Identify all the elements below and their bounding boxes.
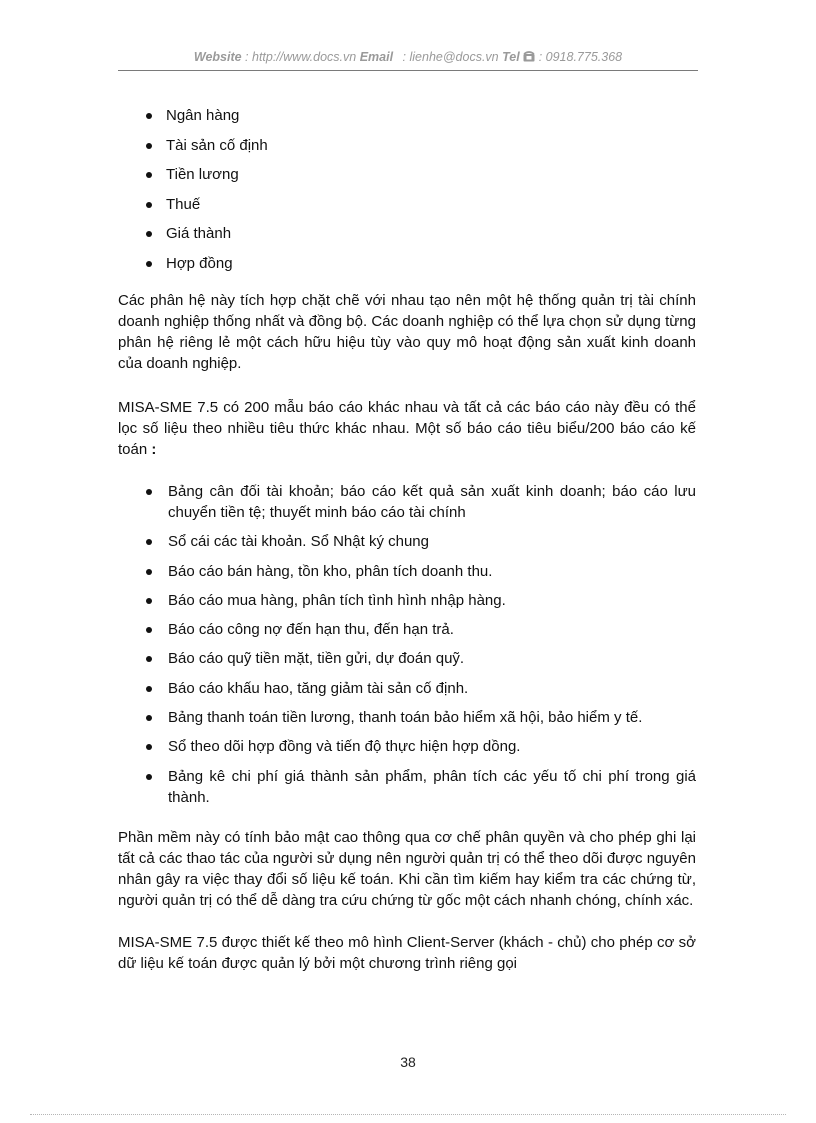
list-item: Báo cáo khấu hao, tăng giảm tài sản cố định. [118, 678, 696, 699]
list-item: Bảng thanh toán tiền lương, thanh toán bảo hiểm xã hội, bảo hiểm y tế. [118, 707, 696, 728]
page-header: Website : http://www.docs.vn Email : lienhe@docs.vn Tel : 0918.775.368 [193, 50, 623, 64]
bullet-icon [146, 744, 152, 750]
email-address[interactable]: lienhe@docs.vn [409, 50, 499, 64]
list-item: Thuế [118, 194, 696, 224]
list-item: Hợp đồng [118, 253, 696, 283]
paragraph-security: Phần mềm này có tính bảo mật cao thông qua cơ chế phân quyền và cho phép ghi lại tất cả các thao tác của người sử dụng nên người quản trị có thể theo dõi được nguyên nhân gây ra việc thay đổi số liệu kế toán. Khi cần tìm kiếm hay kiểm tra các chứng từ, người quản trị có thể dễ dàng tra cứu chứng từ gốc một cách nhanh chóng, chính xác. [118, 828, 696, 909]
website-label: Website [193, 50, 242, 64]
list-item: Báo cáo quỹ tiền mặt, tiền gửi, dự đoán quỹ. [118, 648, 696, 669]
website-url[interactable]: http://www.docs.vn [252, 50, 357, 64]
list-item: Sổ theo dõi hợp đồng và tiến độ thực hiện hợp dồng. [118, 736, 696, 757]
bullet-icon [146, 656, 152, 662]
header-divider [118, 70, 698, 71]
footer-divider [30, 1114, 786, 1115]
bullet-icon [146, 172, 152, 178]
tel-number: 0918.775.368 [545, 50, 623, 64]
bullet-icon [146, 539, 152, 545]
bullet-icon [146, 489, 152, 495]
module-list [118, 105, 696, 282]
bullet-icon [146, 598, 152, 604]
paragraph-reports-intro: MISA-SME 7.5 có 200 mẫu báo cáo khác nhau và tất cả các báo cáo này đều có thể lọc số liệu theo nhiều tiêu thức khác nhau. Một số báo cáo tiêu biểu/200 báo cáo kế toán : [118, 399, 696, 458]
bullet-icon [146, 261, 152, 267]
tel-label: Tel [502, 50, 520, 64]
list-item: Tiền lương [118, 164, 696, 194]
bullet-icon [146, 231, 152, 237]
bullet-icon [146, 686, 152, 692]
bullet-icon [146, 113, 152, 119]
list-item: Báo cáo công nợ đến hạn thu, đến hạn trả. [118, 619, 696, 640]
page-number: 38 [400, 1054, 416, 1070]
list-item: Giá thành [118, 223, 696, 253]
bullet-icon [146, 715, 152, 721]
report-list [118, 481, 696, 808]
list-item: Bảng kê chi phí giá thành sản phẩm, phân tích các yếu tố chi phí trong giá thành. [118, 766, 696, 808]
paragraph-integration: Các phân hệ này tích hợp chặt chẽ với nhau tạo nên một hệ thống quản trị tài chính doanh nghiệp thống nhất và đồng bộ. Các doanh nghiệp có thể lựa chọn sử dụng từng phân hệ riêng lẻ một cách hữu hiệu tùy vào quy mô hoạt động sản xuất kinh doanh của doanh nghiệp. [118, 292, 696, 372]
bullet-icon [146, 627, 152, 633]
list-item: Ngân hàng [118, 105, 696, 135]
bullet-icon [146, 774, 152, 780]
paragraph-client-server: MISA-SME 7.5 được thiết kế theo mô hình Client-Server (khách - chủ) cho phép cơ sở dữ liệu kế toán được quản lý bởi một chương trình riêng gọi [118, 933, 696, 972]
bullet-icon [146, 202, 152, 208]
bullet-icon [146, 143, 152, 149]
list-item: Báo cáo mua hàng, phân tích tình hình nhập hàng. [118, 590, 696, 611]
page-content [118, 104, 696, 974]
email-label: Email [359, 50, 394, 64]
list-item: Sổ cái các tài khoản. Sổ Nhật ký chung [118, 531, 696, 552]
list-item: Bảng cân đối tài khoản; báo cáo kết quả sản xuất kinh doanh; báo cáo lưu chuyển tiền tệ; thuyết minh báo cáo tài chính [118, 481, 696, 523]
phone-icon [523, 51, 535, 65]
bullet-icon [146, 569, 152, 575]
list-item: Tài sản cố định [118, 135, 696, 165]
list-item: Báo cáo bán hàng, tồn kho, phân tích doanh thu. [118, 561, 696, 582]
